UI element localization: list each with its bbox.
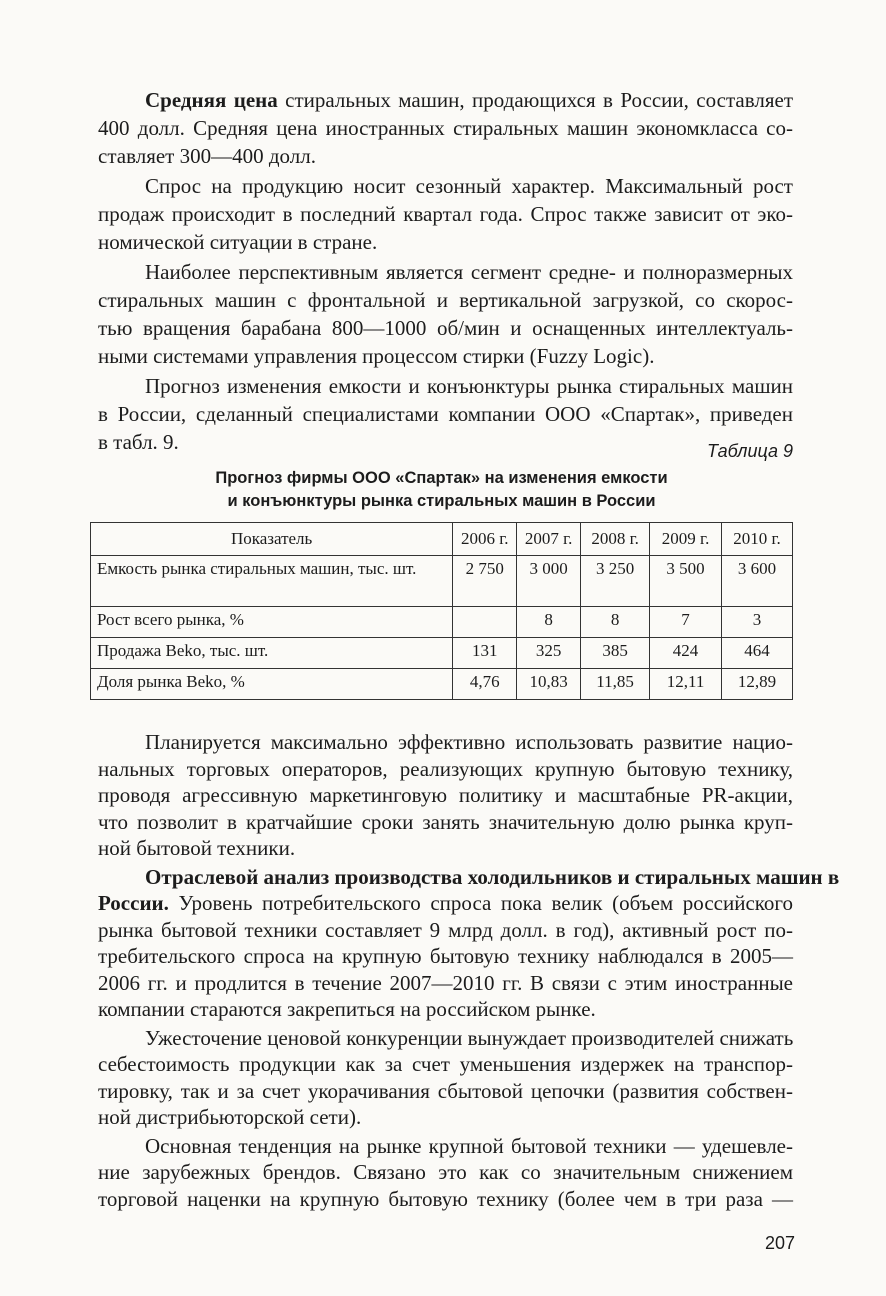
text-line — [98, 890, 793, 917]
cell-value: 12,89 — [722, 669, 793, 700]
cell-value: 12,11 — [650, 669, 722, 700]
paragraph — [98, 1133, 793, 1213]
text-line — [98, 729, 793, 756]
cell-value: 10,83 — [517, 669, 581, 700]
text-line — [98, 835, 793, 862]
paragraph — [98, 864, 840, 1023]
forecast-table — [90, 522, 793, 700]
cell-value: 464 — [722, 638, 793, 669]
paragraph — [98, 1025, 793, 1131]
line-text: 2006 гг. и продлится в течение 2007—2010 гг. В связи с этим иностранные — [98, 970, 793, 995]
text-line — [98, 1025, 793, 1052]
paragraph — [98, 86, 793, 170]
text-line — [98, 1078, 793, 1105]
line-text: тью вращения барабана 800—1000 об/мин и оснащенных интеллектуаль- — [98, 316, 793, 340]
cell-value: 424 — [650, 638, 722, 669]
header-year: 2006 г. — [453, 523, 517, 556]
text-line — [98, 172, 793, 200]
text-line — [98, 114, 793, 142]
text-line — [98, 970, 793, 997]
table-row — [91, 607, 793, 638]
line-text: Ужесточение ценовой конкуренции вынуждает производителей снижать — [145, 1025, 794, 1050]
text-line — [98, 1159, 793, 1186]
line-text: ной бытовой техники. — [98, 836, 296, 860]
cell-value: 8 — [581, 607, 650, 638]
header-year: 2007 г. — [517, 523, 581, 556]
page-number: 207 — [765, 1233, 796, 1253]
line-text: Спрос на продукцию носит сезонный характер. Максимальный рост — [145, 174, 793, 198]
cell-value: 2 750 — [453, 556, 517, 607]
line-text: тировку, так и за счет укорачивания сбытовой цепочки (развития собствен- — [98, 1078, 793, 1103]
text-line — [98, 258, 793, 286]
table-title-line: и конъюнктуры рынка стиральных машин в России — [227, 492, 656, 510]
line-text: стиральных машин, продающихся в России, составляет — [277, 88, 793, 112]
line-text: проводя агрессивную маркетинговую политику и масштабные PR-акции, — [98, 783, 793, 807]
line-text: 400 долл. Средняя цена иностранных стиральных машин экономкласса со- — [98, 116, 793, 140]
table-header-row — [91, 523, 793, 556]
text-line — [98, 428, 793, 456]
header-year: 2009 г. — [650, 523, 722, 556]
line-text: номической ситуации в стране. — [98, 230, 378, 254]
table-row — [91, 556, 793, 607]
bold-text: Средняя цена — [145, 88, 278, 112]
cell-value: 8 — [517, 607, 581, 638]
text-line — [98, 1133, 793, 1160]
table-title — [90, 467, 793, 513]
header-year: 2008 г. — [581, 523, 650, 556]
line-text: требительского спроса на крупную бытовую технику наблюдался в 2005— — [98, 944, 793, 968]
table-label: Таблица 9 — [706, 441, 793, 461]
table-title-line: Прогноз фирмы ООО «Спартак» на изменения емкости — [215, 469, 668, 487]
text-line — [98, 228, 793, 256]
text-line — [98, 400, 793, 428]
body-text-top — [98, 86, 793, 458]
cell-value: 3 500 — [650, 556, 722, 607]
row-label: Доля рынка Beko, % — [91, 669, 453, 700]
table-row — [91, 638, 793, 669]
text-line — [98, 943, 793, 970]
text-line — [98, 286, 793, 314]
line-text: Основная тенденция на рынке крупной бытовой техники — удешевле- — [145, 1133, 793, 1158]
row-label: Продажа Beko, тыс. шт. — [91, 638, 453, 669]
line-text: Планируется максимально эффективно использовать развитие нацио- — [145, 730, 793, 754]
cell-value: 3 000 — [517, 556, 581, 607]
line-text: в табл. 9. — [98, 430, 179, 454]
paragraph — [98, 258, 793, 370]
line-text: стиральных машин с фронтальной и вертикальной загрузкой, со скорос- — [98, 288, 793, 312]
line-text: рынка бытовой техники составляет 9 млрд долл. в год), активный рост по- — [98, 917, 793, 942]
body-text-bottom — [98, 729, 840, 1214]
row-label: Рост всего рынка, % — [91, 607, 453, 638]
line-text: себестоимость продукции как за счет уменьшения издержек на транспор- — [98, 1052, 793, 1076]
line-text: Уровень потребительского спроса пока велик (объем российского — [168, 891, 793, 915]
table-row — [91, 669, 793, 700]
cell-value: 325 — [517, 638, 581, 669]
line-text: ной дистрибьюторской сети). — [98, 1105, 362, 1129]
line-text: что позволит в кратчайшие сроки занять значительную долю рынка круп- — [98, 809, 793, 834]
text-line — [98, 1104, 793, 1131]
text-line — [98, 342, 793, 370]
text-line — [98, 200, 793, 228]
bold-text: Отраслевой анализ производства холодильников и стиральных машин в — [145, 864, 840, 889]
text-line — [98, 314, 793, 342]
line-text: ние зарубежных брендов. Связано это как со значительным снижением — [98, 1160, 793, 1184]
paragraph — [98, 372, 793, 456]
text-line — [98, 996, 793, 1023]
cell-value: 11,85 — [581, 669, 650, 700]
line-text: в России, сделанный специалистами компании ООО «Спартак», приведен — [98, 402, 793, 426]
bold-text: России. — [98, 891, 169, 915]
cell-value: 131 — [453, 638, 517, 669]
text-line — [98, 372, 793, 400]
line-text: ставляет 300—400 долл. — [98, 144, 316, 168]
text-line — [98, 782, 793, 809]
text-line — [98, 142, 793, 170]
cell-value: 3 600 — [722, 556, 793, 607]
row-label: Емкость рынка стиральных машин, тыс. шт. — [91, 556, 453, 607]
line-text: компании стараются закрепиться на российском рынке. — [98, 997, 596, 1021]
text-line — [98, 917, 793, 944]
cell-value — [453, 607, 517, 638]
text-line — [98, 1186, 793, 1213]
line-text: продаж происходит в последний квартал года. Спрос также зависит от эко- — [98, 202, 793, 226]
text-line — [98, 809, 793, 836]
text-line — [98, 1051, 793, 1078]
header-year: 2010 г. — [722, 523, 793, 556]
cell-value: 4,76 — [453, 669, 517, 700]
header-indicator: Показатель — [91, 523, 453, 556]
cell-value: 385 — [581, 638, 650, 669]
line-text: Прогноз изменения емкости и конъюнктуры рынка стиральных машин — [145, 374, 793, 398]
text-line — [98, 86, 793, 114]
cell-value: 3 — [722, 607, 793, 638]
line-text: Наиболее перспективным является сегмент средне- и полноразмерных — [145, 260, 793, 284]
cell-value: 3 250 — [581, 556, 650, 607]
line-text: ными системами управления процессом стирки (Fuzzy Logic). — [98, 344, 655, 368]
text-line — [98, 756, 793, 783]
line-text: торговой наценки на крупную бытовую технику (более чем в три раза — — [98, 1186, 793, 1211]
line-text: нальных торговых операторов, реализующих крупную бытовую технику, — [98, 756, 793, 781]
cell-value: 7 — [650, 607, 722, 638]
paragraph — [98, 729, 793, 862]
text-line — [98, 864, 840, 891]
paragraph — [98, 172, 793, 256]
